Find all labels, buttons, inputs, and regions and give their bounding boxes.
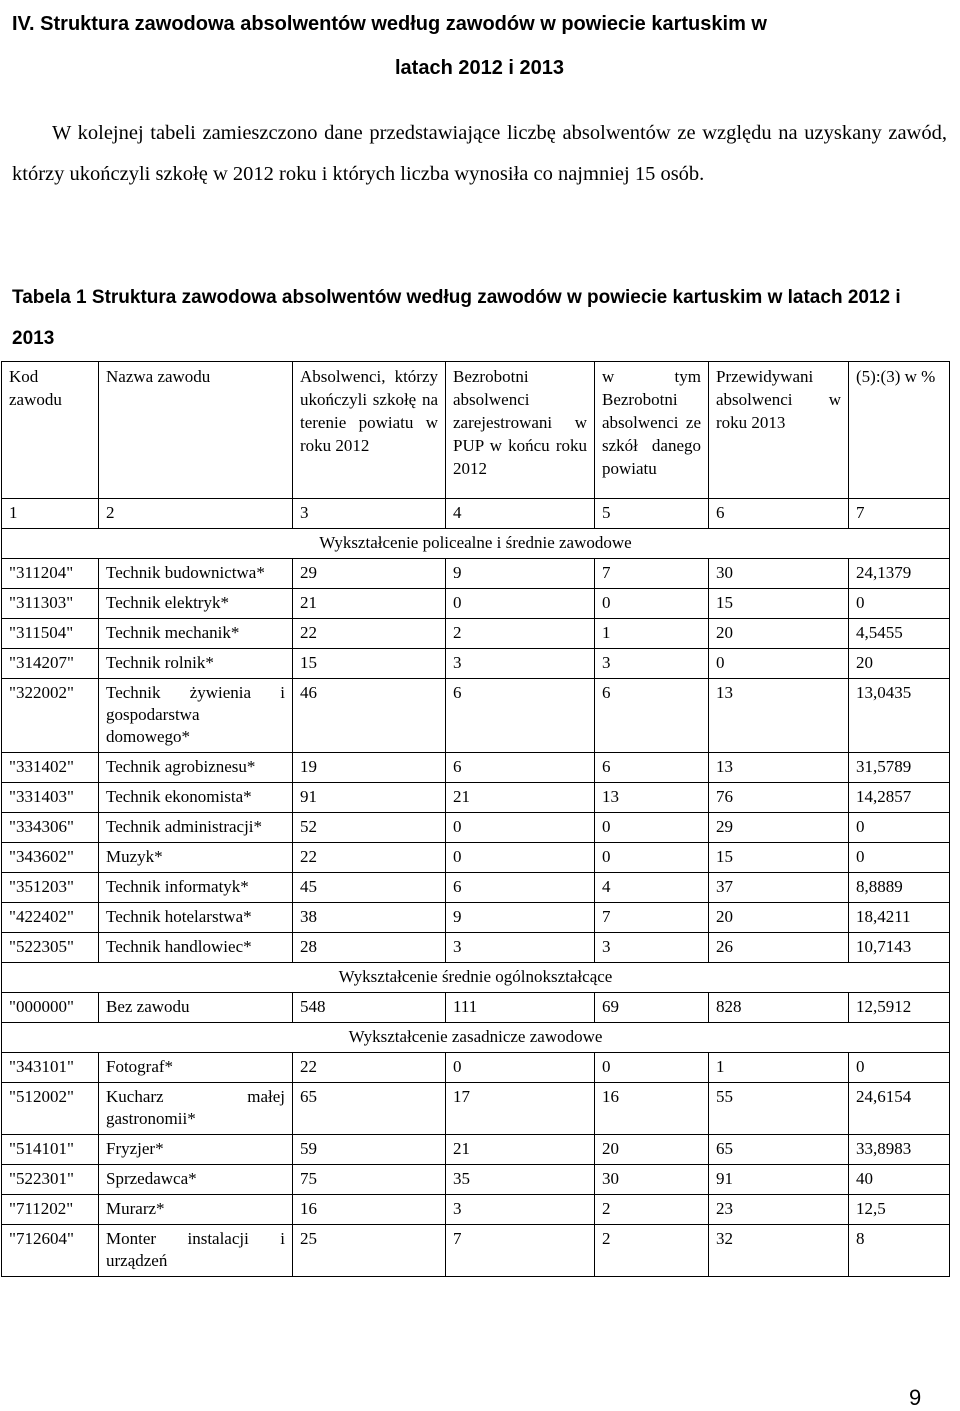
table-cell: 4 (595, 873, 709, 903)
table-cell: 4,5455 (849, 619, 950, 649)
table-cell: 24,6154 (849, 1083, 950, 1135)
table-cell: 35 (446, 1165, 595, 1195)
column-number: 2 (99, 499, 293, 529)
table-header-row (2, 362, 950, 499)
table-cell: "331403" (2, 783, 99, 813)
table-cell: 0 (849, 1053, 950, 1083)
table-cell: 3 (446, 649, 595, 679)
table-row (2, 649, 950, 679)
table-cell: 13 (709, 753, 849, 783)
table-cell: 20 (595, 1135, 709, 1165)
table-row (2, 1083, 950, 1135)
section-header-row (2, 529, 950, 559)
table-cell: 0 (595, 589, 709, 619)
table-cell: 7 (446, 1225, 595, 1277)
table-cell: "311303" (2, 589, 99, 619)
table-cell: Kucharz małej gastronomii* (99, 1083, 293, 1135)
table-cell: "334306" (2, 813, 99, 843)
table-cell: 28 (293, 933, 446, 963)
column-number-row (2, 499, 950, 529)
section-heading-line1: IV. Struktura zawodowa absolwentów według zawodów w powiecie kartuskim w (12, 13, 767, 35)
table-cell: 59 (293, 1135, 446, 1165)
table-body (2, 362, 950, 1277)
table-row (2, 993, 950, 1023)
table-cell: 2 (595, 1195, 709, 1225)
table-cell: 19 (293, 753, 446, 783)
table-cell: 12,5 (849, 1195, 950, 1225)
graduates-table (1, 361, 950, 1277)
table-cell: 33,8983 (849, 1135, 950, 1165)
table-cell: 20 (849, 649, 950, 679)
column-number: 7 (849, 499, 950, 529)
table-cell: 7 (595, 903, 709, 933)
table-cell: 29 (709, 813, 849, 843)
column-number: 4 (446, 499, 595, 529)
table-cell: 6 (446, 873, 595, 903)
table-cell: 21 (446, 783, 595, 813)
column-number: 5 (595, 499, 709, 529)
table-cell: 0 (446, 589, 595, 619)
header-cell: Bezrobotni absolwenci zarejestrowani w PUP w końcu roku 2012 (446, 362, 595, 499)
table-cell: 20 (709, 619, 849, 649)
table-cell: 0 (446, 1053, 595, 1083)
table-cell: 15 (709, 589, 849, 619)
table-cell: Technik mechanik* (99, 619, 293, 649)
table-cell: 16 (293, 1195, 446, 1225)
table-cell: 30 (595, 1165, 709, 1195)
table-cell: Technik budownictwa* (99, 559, 293, 589)
table-cell: "711202" (2, 1195, 99, 1225)
table-cell: 3 (595, 933, 709, 963)
table-cell: 3 (446, 933, 595, 963)
table-cell: Monter instalacji i urządzeń (99, 1225, 293, 1277)
table-cell: Fotograf* (99, 1053, 293, 1083)
table-cell: 13,0435 (849, 679, 950, 753)
table-cell: 40 (849, 1165, 950, 1195)
table-row (2, 1053, 950, 1083)
table-cell: 75 (293, 1165, 446, 1195)
table-row (2, 933, 950, 963)
table-cell: 0 (849, 589, 950, 619)
table-cell: Technik żywienia i gospodarstwa domowego* (99, 679, 293, 753)
table-row (2, 783, 950, 813)
table-cell: 13 (595, 783, 709, 813)
table-cell: 1 (709, 1053, 849, 1083)
table-cell: 15 (709, 843, 849, 873)
table-cell: Technik rolnik* (99, 649, 293, 679)
table-cell: 24,1379 (849, 559, 950, 589)
table-cell: "322002" (2, 679, 99, 753)
table-cell: "522301" (2, 1165, 99, 1195)
section-title: Wykształcenie policealne i średnie zawodowe (2, 529, 950, 559)
table-cell: 21 (293, 589, 446, 619)
table-cell: 7 (595, 559, 709, 589)
table-cell: Technik agrobiznesu* (99, 753, 293, 783)
table-cell: 3 (446, 1195, 595, 1225)
table-cell: Technik handlowiec* (99, 933, 293, 963)
table-cell: 1 (595, 619, 709, 649)
table-cell: 6 (446, 753, 595, 783)
section-title: Wykształcenie zasadnicze zawodowe (2, 1023, 950, 1053)
table-cell: 20 (709, 903, 849, 933)
table-cell: 15 (293, 649, 446, 679)
table-cell: 45 (293, 873, 446, 903)
table-row (2, 1165, 950, 1195)
intro-text: W kolejnej tabeli zamieszczono dane przedstawiające liczbę absolwentów ze względu na uzyskany zawód, którzy ukończyli szkołę w 2012 roku i których liczba wynosiła co najmniej 15 osób. (12, 122, 947, 185)
table-cell: 16 (595, 1083, 709, 1135)
table-cell: 38 (293, 903, 446, 933)
table-cell: 828 (709, 993, 849, 1023)
table-cell: 6 (595, 679, 709, 753)
table-cell: 30 (709, 559, 849, 589)
table-row (2, 1195, 950, 1225)
table-cell: "351203" (2, 873, 99, 903)
column-number: 3 (293, 499, 446, 529)
table-row (2, 559, 950, 589)
table-row (2, 619, 950, 649)
table-row (2, 679, 950, 753)
table-cell: 9 (446, 559, 595, 589)
table-cell: 22 (293, 619, 446, 649)
table-cell: 25 (293, 1225, 446, 1277)
table-cell: 0 (446, 843, 595, 873)
table-cell: Bez zawodu (99, 993, 293, 1023)
table-cell: 69 (595, 993, 709, 1023)
table-cell: Technik ekonomista* (99, 783, 293, 813)
table-cell: 76 (709, 783, 849, 813)
table-cell: 65 (293, 1083, 446, 1135)
header-cell: Przewidywani absolwenci w roku 2013 (709, 362, 849, 499)
table-row (2, 753, 950, 783)
table-cell: 0 (595, 1053, 709, 1083)
table-cell: 22 (293, 843, 446, 873)
table-cell: 31,5789 (849, 753, 950, 783)
table-cell: 18,4211 (849, 903, 950, 933)
table-row (2, 589, 950, 619)
header-cell: Nazwa zawodu (99, 362, 293, 499)
section-heading (12, 2, 947, 90)
table-cell: 0 (849, 843, 950, 873)
page-number: 9 (909, 1385, 922, 1410)
section-header-row (2, 963, 950, 993)
table-cell: Technik elektryk* (99, 589, 293, 619)
table-cell: 55 (709, 1083, 849, 1135)
table-cell: 9 (446, 903, 595, 933)
table-cell: "000000" (2, 993, 99, 1023)
table-cell: 12,5912 (849, 993, 950, 1023)
table-cell: "314207" (2, 649, 99, 679)
table-cell: 37 (709, 873, 849, 903)
table-cell: 548 (293, 993, 446, 1023)
table-cell: 14,2857 (849, 783, 950, 813)
table-cell: 32 (709, 1225, 849, 1277)
table-cell: 2 (446, 619, 595, 649)
table-cell: 22 (293, 1053, 446, 1083)
table-row (2, 1135, 950, 1165)
column-number: 1 (2, 499, 99, 529)
table-cell: 6 (595, 753, 709, 783)
table-cell: "512002" (2, 1083, 99, 1135)
table-cell: "514101" (2, 1135, 99, 1165)
table-cell: "712604" (2, 1225, 99, 1277)
table-cell: 2 (595, 1225, 709, 1277)
table-cell: 3 (595, 649, 709, 679)
table-cell: Technik administracji* (99, 813, 293, 843)
table-cell: 46 (293, 679, 446, 753)
table-cell: 0 (849, 813, 950, 843)
table-cell: Fryzjer* (99, 1135, 293, 1165)
intro-paragraph (12, 113, 947, 195)
section-header-row (2, 1023, 950, 1053)
table-cell: Technik informatyk* (99, 873, 293, 903)
table-cell: Muzyk* (99, 843, 293, 873)
table-cell: 8,8889 (849, 873, 950, 903)
table-cell: 0 (446, 813, 595, 843)
table-cell: 23 (709, 1195, 849, 1225)
table-cell: 52 (293, 813, 446, 843)
header-cell: (5):(3) w % (849, 362, 950, 499)
table-row (2, 903, 950, 933)
table-row (2, 813, 950, 843)
table-cell: 0 (595, 843, 709, 873)
table-cell: Murarz* (99, 1195, 293, 1225)
table-cell: 29 (293, 559, 446, 589)
table-caption: Tabela 1 Struktura zawodowa absolwentów według zawodów w powiecie kartuskim w latach 2012 i 2013 (12, 287, 901, 349)
table-cell: "311504" (2, 619, 99, 649)
table-row (2, 843, 950, 873)
table-cell: "343101" (2, 1053, 99, 1083)
table-cell: "311204" (2, 559, 99, 589)
table-cell: 65 (709, 1135, 849, 1165)
header-cell: Kod zawodu (2, 362, 99, 499)
section-heading-line2: latach 2012 i 2013 (394, 57, 564, 79)
table-cell: Technik hotelarstwa* (99, 903, 293, 933)
table-cell: 91 (709, 1165, 849, 1195)
table-cell: "331402" (2, 753, 99, 783)
header-cell: Absolwenci, którzy ukończyli szkołę na terenie powiatu w roku 2012 (293, 362, 446, 499)
table-cell: "422402" (2, 903, 99, 933)
table-cell: 10,7143 (849, 933, 950, 963)
header-cell: w tym Bezrobotni absolwenci ze szkół danego powiatu (595, 362, 709, 499)
table-cell: 0 (709, 649, 849, 679)
table-cell: 6 (446, 679, 595, 753)
table-row (2, 1225, 950, 1277)
table-cell: "343602" (2, 843, 99, 873)
table-cell: 17 (446, 1083, 595, 1135)
table-cell: Sprzedawca* (99, 1165, 293, 1195)
table-cell: 111 (446, 993, 595, 1023)
table-cell: 26 (709, 933, 849, 963)
table-cell: 13 (709, 679, 849, 753)
table-cell: 8 (849, 1225, 950, 1277)
table-cell: 0 (595, 813, 709, 843)
table-cell: "522305" (2, 933, 99, 963)
section-title: Wykształcenie średnie ogólnokształcące (2, 963, 950, 993)
table-row (2, 873, 950, 903)
table-cell: 21 (446, 1135, 595, 1165)
table-cell: 91 (293, 783, 446, 813)
column-number: 6 (709, 499, 849, 529)
